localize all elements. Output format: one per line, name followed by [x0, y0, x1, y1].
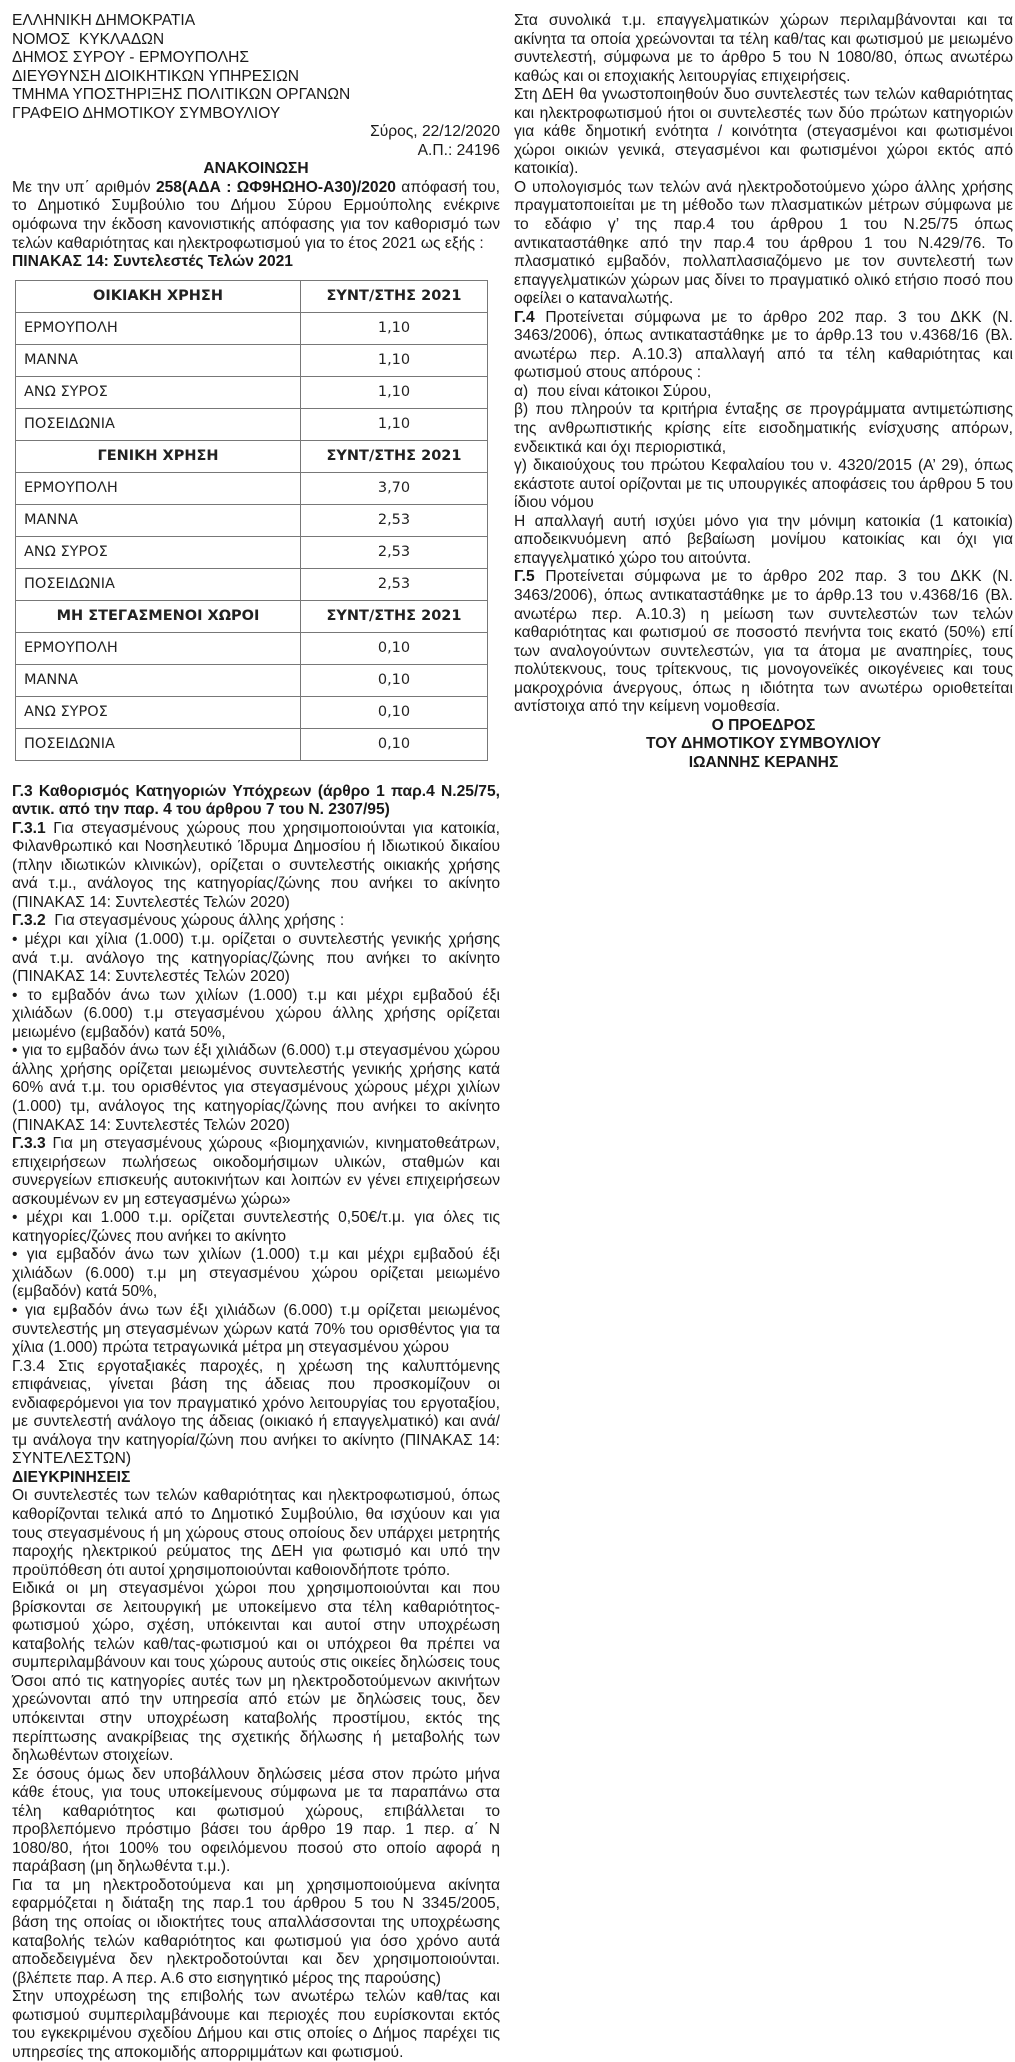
right-column: [514, 12, 1013, 772]
g4-item: α) που είναι κάτοικοι Σύρου,: [514, 382, 712, 400]
table-section-header: [16, 440, 488, 472]
column-heading: ΣΥΝΤ/ΣΤΗΣ 2021: [301, 600, 488, 632]
document-date: Σύρος, 22/12/2020: [370, 123, 500, 141]
coefficient-cell: 1,10: [301, 344, 488, 376]
table-row: [16, 504, 488, 536]
section-heading: ΜΗ ΣΤΕΓΑΣΜΕΝΟΙ ΧΩΡΟΙ: [16, 600, 301, 632]
coefficient-cell: 0,10: [301, 696, 488, 728]
g31-paragraph: [12, 820, 500, 913]
area-cell: ΜΑΝΝΑ: [16, 504, 301, 536]
g32-text: Για στεγασμένους χώρους άλλης χρήσης :: [45, 912, 345, 930]
g3-heading: Γ.3 Καθορισμός Κατηγοριών Υπόχρεων (άρθρο 1 παρ.4 Ν.25/75, αντικ. από την παρ. 4 του άρθρου 7 του Ν. 2307/95): [12, 782, 500, 819]
coefficient-cell: 1,10: [301, 408, 488, 440]
signature-block: [514, 717, 1013, 773]
g32-paragraph: [12, 912, 500, 931]
coefficient-cell: 1,10: [301, 312, 488, 344]
g4-paragraph: [514, 309, 1013, 383]
signature-line: ΤΟΥ ΔΗΜΟΤΙΚΟΥ ΣΥΜΒΟΥΛΙΟΥ: [645, 735, 882, 753]
left-column: [12, 12, 500, 2062]
signature-line: ΙΩΑΝΝΗΣ ΚΕΡΑΝΗΣ: [688, 753, 839, 771]
area-cell: ΜΑΝΝΑ: [16, 344, 301, 376]
table-row: [16, 568, 488, 600]
fee-coefficients-table: [15, 280, 488, 761]
bullet-item: • για εμβαδόν άνω των χιλίων (1.000) τ.μ και μέχρι εμβαδού έξι χιλιάδων (6.000) τ.μ μη στεγασμένου χώρου ορίζεται μειωμένο (εμβαδόν) κατά 50%,: [12, 1246, 500, 1301]
header-line: ΔΙΕΥΘΥΝΣΗ ΔΙΟΙΚΗΤΙΚΩΝ ΥΠΗΡΕΣΙΩΝ: [12, 67, 300, 85]
decision-number: 258(ΑΔΑ : ΩΦ9ΗΩΗΟ-Α30)/2020: [155, 178, 396, 196]
table-row: [16, 664, 488, 696]
table-row: [16, 344, 488, 376]
g34-paragraph: Γ.3.4 Στις εργοταξιακές παροχές, η χρέωση της καλυπτόμενης επιφάνειας, γίνεται βάση της άδειας που προσκομίζουν οι ενδιαφερόμενοι για τον πραγματικό χρόνο λειτουργίας του εργοταξίου, με συντελεστή ανάλογο της άδειας (οικιακό ή επαγγελματικό) και ανά/τμ ανάλογα την κατηγορία/ζώνη που ανήκει το ακίνητο (ΠΙΝΑΚΑΣ 14: ΣΥΝΤΕΛΕΣΤΩΝ): [12, 1357, 500, 1468]
clarification-paragraph: Ειδικά οι μη στεγασμένοι χώροι που χρησιμοποιούνται και που βρίσκονται σε λειτουργική με υποκείμενο στα τέλη καθαριότητος-φωτισμού χώρο, σχέση, υπόκεινται και αυτοί στην υποχρέωση καταβολής τελών καθ/τας-φωτισμού και οι υπόχρεοι θα πρέπει να συμπεριλαμβάνουν και τους χώρους αυτούς στις οικείες δηλώσεις τους Όσοι από τις κατηγορίες αυτές των μη ηλεκτροδοτούμενων ακινήτων χρεώνονται από την υπηρεσία από ετών με δηλώσεις τους, δεν υπόκεινται στην υποχρέωση καταβολής προστίμου, εκτός της περίπτωσης ανακρίβειας της σχετικής δήλωσης ή μεταβολής των δηλωθέντων στοιχείων.: [12, 1580, 500, 1765]
column-heading: ΣΥΝΤ/ΣΤΗΣ 2021: [301, 440, 488, 472]
area-cell: ΕΡΜΟΥΠΟΛΗ: [16, 632, 301, 664]
table-title: ΠΙΝΑΚΑΣ 14: Συντελεστές Τελών 2021: [12, 253, 293, 271]
section-heading: ΓΕΝΙΚΗ ΧΡΗΣΗ: [16, 440, 301, 472]
header-line: ΝΟΜΟΣ ΚΥΚΛΑΔΩΝ: [12, 30, 165, 48]
right-paragraph: Στη ΔΕΗ θα γνωστοποιηθούν δυο συντελεστές των τελών καθαριότητας και ηλεκτροφωτισμού ήτοι οι συντελεστές των δύο πρώτων κατηγοριών για κάθε δημοτική ενότητα / κοινότητα (στεγασμένοι και φωτισμένοι χώροι οικιών γενικά, στεγασμένοι και φωτισμένοι χώροι εκτός από κατοικία).: [514, 86, 1013, 178]
area-cell: ΜΑΝΝΑ: [16, 664, 301, 696]
bullet-item: • για το εμβαδόν άνω των έξι χιλιάδων (6.000) τ.μ στεγασμένου χώρου άλλης χρήσης ορίζεται μειωμένος συντελεστής γενικής χρήσης κατά 60% ανά τ.μ. του ορισθέντος για στεγασμένους χώρους μέχρι χιλίων (1.000) τμ, ανάλογος της κατηγορίας/ζώνης που ανήκει το ακίνητο (ΠΙΝΑΚΑΣ 14: Συντελεστές Τελών 2020): [12, 1042, 500, 1134]
intro-text: απόφασή του, το Δημοτικό Συμβούλιο του Δήμου Σύρου Ερμούπολης ενέκρινε ομόφωνα την έκδοση κανονιστικής απόφασης για τον καθορισμό των τελών καθαριότητας και ηλεκτροφωτισμού για το έτος 2021 ως εξής :: [12, 178, 501, 252]
table-row: [16, 408, 488, 440]
coefficient-cell: 2,53: [301, 504, 488, 536]
g31-label: Γ.3.1: [12, 819, 46, 837]
g4-note: Η απαλλαγή αυτή ισχύει μόνο για την μόνιμη κατοικία (1 κατοικία) αποδεικνυόμενη από βεβαίωση μονίμου κατοικίας και όχι για επαγγελματικό χώρο του αιτούντα.: [514, 512, 1013, 567]
right-paragraph: Ο υπολογισμός των τελών ανά ηλεκτροδοτούμενο χώρο άλλης χρήσης πραγματοποιείται με τη μέθοδο των πλασματικών μέτρων σύμφωνα με το εδάφιο γ’ της παρ.4 του άρθρου 1 του Ν.25/75 όπως αντικαταστάθηκε από την παρ.4 του άρθρου 1 του Ν.429/76. Το πλασματικό εμβαδόν, πολλαπλασιαζόμενο με τον συντελεστή των επαγγελματικών χώρων μας δίνει το πραγματικό ολικό ετήσιο ποσό που οφείλει ο καταναλωτής.: [514, 178, 1013, 308]
table-row: [16, 696, 488, 728]
g4-text: Προτείνεται σύμφωνα με το άρθρο 202 παρ. 3 του ΔΚΚ (Ν. 3463/2006), όπως αντικαταστάθηκε με το άρθρ.13 του ν.4368/16 (Βλ. ανωτέρω περ. Α.10.3) απαλλαγή από τα τέλη καθαριότητας και φωτισμού στους απόρους :: [514, 308, 1013, 382]
header-line: ΤΜΗΜΑ ΥΠΟΣΤΗΡΙΞΗΣ ΠΟΛΙΤΙΚΩΝ ΟΡΓΑΝΩΝ: [12, 86, 351, 104]
issuer-header: [12, 12, 500, 123]
clarification-paragraph: Στην υποχρέωση της επιβολής των ανωτέρω τελών καθ/τας και φωτισμού συμπεριλαμβάνουμε και περιοχές που ευρίσκονται εκτός του εγκεκριμένου σχεδίου Δήμου και στις οποίες ο Δήμος παρέχει τις υπηρεσίες της αποκομιδής απορριμμάτων και φωτισμού.: [12, 1988, 500, 2061]
table-row: [16, 632, 488, 664]
area-cell: ΠΟΣΕΙΔΩΝΙΑ: [16, 728, 301, 760]
section-heading: ΟΙΚΙΑΚΗ ΧΡΗΣΗ: [16, 280, 301, 312]
g31-text: Για στεγασμένους χώρους που χρησιμοποιούνται για κατοικία, Φιλανθρωπικό και Νοσηλευτικό Ίδρυμα Δημοσίου ή Ιδιωτικού δικαίου (πλην ιδιωτικών κλινικών), ορίζεται ο συντελεστής οικιακής χρήσης ανά τ.μ., ανάλογος της κατηγορίας/ζώνης που ανήκει το ακίνητο (ΠΙΝΑΚΑΣ 14: Συντελεστές Τελών 2020): [12, 819, 500, 911]
coefficient-cell: 1,10: [301, 376, 488, 408]
g33-text: Για μη στεγασμένους χώρους «βιομηχανιών, κινηματοθεάτρων, επιχειρήσεων πωλήσεως οικοδομήσιμων υλικών, σταθμών και συνεργείων επισκευής αυτοκινήτων και λοιπών εν γένει επιχειρήσεων ασκουμένων εν μη εστεγασμένω χώρω»: [12, 1135, 500, 1208]
coefficient-cell: 0,10: [301, 632, 488, 664]
header-line: ΕΛΛΗΝΙΚΗ ΔΗΜΟΚΡΑΤΙΑ: [12, 12, 196, 29]
area-cell: ΑΝΩ ΣΥΡΟΣ: [16, 536, 301, 568]
bullet-item: • το εμβαδόν άνω των χιλίων (1.000) τ.μ και μέχρι εμβαδού έξι χιλιάδων (6.000) τ.μ στεγασμένου χώρου άλλης χρήσης ορίζεται μειωμένο (εμβαδόν) κατά 50%,: [12, 986, 500, 1041]
header-line: ΓΡΑΦΕΙΟ ΔΗΜΟΤΙΚΟΥ ΣΥΜΒΟΥΛΙΟΥ: [12, 104, 281, 122]
clarification-paragraph: Οι συντελεστές των τελών καθαριότητας και ηλεκτροφωτισμού, όπως καθορίζονται τελικά από το Δημοτικό Συμβούλιο, θα ισχύουν και για τους στεγασμένους ή μη χώρους στους οποίους δεν υπάρχει μετρητής παροχής ηλεκτρικού ρεύματος της ΔΕΗ για φωτισμό και υπό την προϋπόθεση ότι αυτοί χρησιμοποιούνται καθοιονδήποτε τρόπο.: [12, 1487, 500, 1579]
g5-text: Προτείνεται σύμφωνα με το άρθρο 202 παρ. 3 του ΔΚΚ (Ν. 3463/2006), όπως αντικαταστάθηκε με το άρθρ.13 του ν.4368/16 (Βλ. ανωτέρω περ. Α.10.3) η μείωση των συντελεστών των τελών καθαριότητας και φωτισμού σε ποσοστό πενήντα τοις εκατό (50%) επί των αναλογούντων συντελεστών, για τα άτομα με αναπηρίες, τους πολύτεκνους, τους τρίτεκνους, τις μονογονεϊκές οικογένειες και τους μακροχρόνια άνεργους, όπως η ιδιότητα των ανωτέρω οριοθετείται αντίστοιχα από την κείμενη νομοθεσία.: [514, 568, 1013, 716]
area-cell: ΠΟΣΕΙΔΩΝΙΑ: [16, 568, 301, 600]
g33-paragraph: [12, 1135, 500, 1209]
table-row: [16, 728, 488, 760]
area-cell: ΕΡΜΟΥΠΟΛΗ: [16, 312, 301, 344]
table-row: [16, 312, 488, 344]
bullet-item: • μέχρι και 1.000 τ.μ. ορίζεται συντελεστής 0,50€/τ.μ. για όλες τις κατηγορίες/ζώνες που ανήκει το ακίνητο: [12, 1209, 500, 1245]
bullet-item: • για εμβαδόν άνω των έξι χιλιάδων (6.000) τ.μ ορίζεται μειωμένος συντελεστής μη στεγασμένων χώρων κατά 70% του ορισθέντος για τα χίλια (1.000) πρώτα τετραγωνικά μέτρα μη στεγασμένου χώρου: [12, 1301, 500, 1357]
coefficient-cell: 0,10: [301, 664, 488, 696]
table-section-header: [16, 600, 488, 632]
intro-paragraph: [12, 179, 500, 253]
coefficient-cell: 2,53: [301, 568, 488, 600]
intro-text: Με την υπ΄ αριθμόν: [12, 178, 156, 196]
table-section-header: [16, 280, 488, 312]
g33-label: Γ.3.3: [12, 1135, 46, 1153]
area-cell: ΑΝΩ ΣΥΡΟΣ: [16, 696, 301, 728]
table-row: [16, 376, 488, 408]
g4-item: γ) δικαιούχους του πρώτου Κεφαλαίου του ν. 4320/2015 (Α’ 29), όπως εκάστοτε αυτοί ορίζονται με τις υπουργικές αποφάσεις του άρθρου 5 του ίδιου νόμου: [514, 457, 1013, 512]
clarification-paragraph: Για τα μη ηλεκτροδοτούμενα και μη χρησιμοποιούμενα ακίνητα εφαρμόζεται η διάταξη της παρ.1 του άρθρου 5 του Ν 3345/2005, βάση της οποίας οι ιδιοκτήτες τους απαλλάσσονται της υποχρέωσης καταβολής τελών καθαριότητος και φωτισμού για όσο χρόνο αυτά αποδεδειγμένα δεν ηλεκτροδοτούνται και δεν χρησιμοποιούνται. (βλέπετε παρ. Α περ. Α.6 στο εισηγητικό μέρος της παρούσης): [12, 1876, 500, 1987]
header-line: ΔΗΜΟΣ ΣΥΡΟΥ - ΕΡΜΟΥΠΟΛΗΣ: [12, 49, 250, 67]
area-cell: ΕΡΜΟΥΠΟΛΗ: [16, 472, 301, 504]
g5-paragraph: [514, 568, 1013, 716]
g32-label: Γ.3.2: [12, 912, 46, 930]
g4-item: β) που πληρούν τα κριτήρια ένταξης σε προγράμματα αντιμετώπισης της ανθρωπιστικής κρίσης είτε εισοδηματικής ενίσχυσης απόρων, ενδεικτικά και όχι περιοριστικά,: [514, 401, 1013, 456]
signature-line: Ο ΠΡΟΕΔΡΟΣ: [711, 716, 816, 734]
bullet-item: • μέχρι και χίλια (1.000) τ.μ. ορίζεται ο συντελεστής γενικής χρήσης ανά τ.μ. ανάλογο της κατηγορίας/ζώνης που ανήκει το ακίνητο (ΠΙΝΑΚΑΣ 14: Συντελεστές Τελών 2020): [12, 931, 500, 986]
table-row: [16, 472, 488, 504]
g5-label: Γ.5: [514, 568, 535, 586]
table-row: [16, 536, 488, 568]
area-cell: ΑΝΩ ΣΥΡΟΣ: [16, 376, 301, 408]
clarifications-heading: ΔΙΕΥΚΡΙΝΗΣΕΙΣ: [12, 1468, 131, 1486]
column-heading: ΣΥΝΤ/ΣΤΗΣ 2021: [301, 280, 488, 312]
coefficient-cell: 2,53: [301, 536, 488, 568]
document-title: ΑΝΑΚΟΙΝΩΣΗ: [203, 160, 309, 178]
protocol-number: Α.Π.: 24196: [417, 141, 500, 159]
coefficient-cell: 3,70: [301, 472, 488, 504]
area-cell: ΠΟΣΕΙΔΩΝΙΑ: [16, 408, 301, 440]
right-paragraph: Στα συνολικά τ.μ. επαγγελματικών χώρων περιλαμβάνονται και τα ακίνητα τα οποία χρεώνονται τα τέλη καθ/τας και φωτισμού με μειωμένο συντελεστή, σύμφωνα με το άρθρο 5 του Ν 1080/80, όπως ανωτέρω καθώς και οι εποχιακής λειτουργίας επιχειρήσεις.: [514, 12, 1013, 85]
clarification-paragraph: Σε όσους όμως δεν υποβάλλουν δηλώσεις μέσα στον πρώτο μήνα κάθε έτους, για τους υποκείμενους σύμφωνα με τα παραπάνω στα τέλη καθαριότητος και φωτισμού χώρους, επιβάλλεται το προβλεπόμενο πρόστιμο βάσει του άρθρο 19 παρ. 1 περ. α΄ Ν 1080/80, ήτοι 100% του οφειλόμενου ποσού στο οποίο αφορά η παράβαση (μη δηλωθέντα τ.μ.).: [12, 1765, 500, 1876]
g4-label: Γ.4: [514, 308, 535, 326]
coefficient-cell: 0,10: [301, 728, 488, 760]
